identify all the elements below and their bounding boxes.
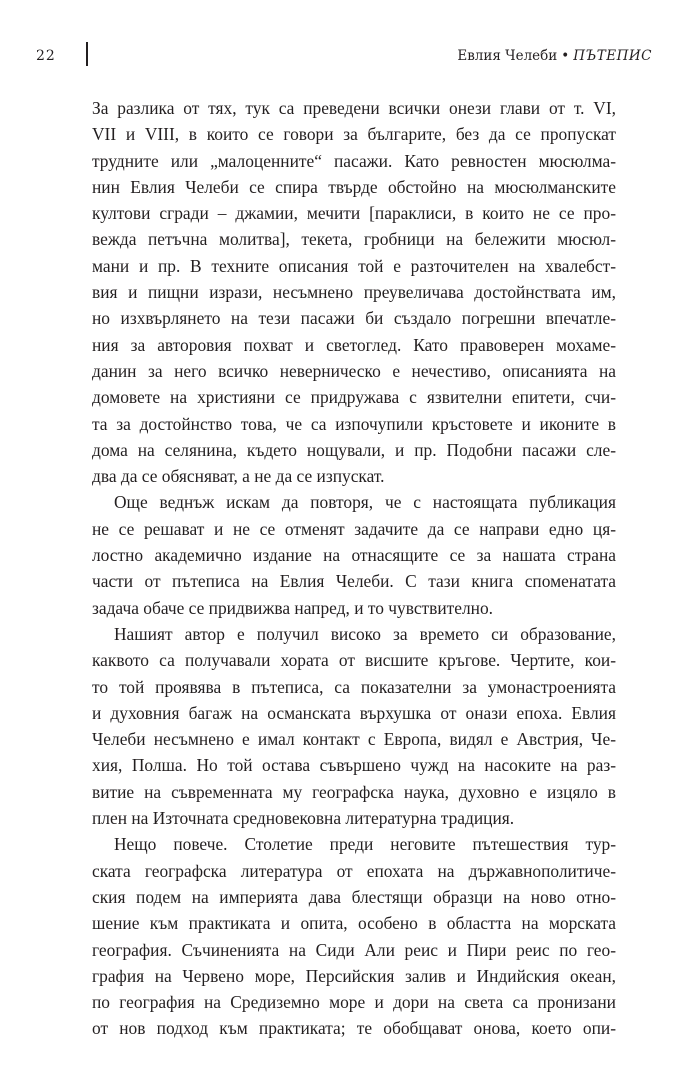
paragraph — [92, 621, 616, 831]
text-line: За разлика от тях, тук са преведени всички онези глави от т. VI, — [92, 98, 616, 118]
text-line: вия и пищни изрази, несъмнено преувеличава достойнствата им, — [92, 282, 616, 303]
text-line: и духовния багаж на османската върхушка от онази епоха. Евлия — [92, 702, 616, 723]
text-line: шение към практиката и опита, особено в областта на морската — [92, 913, 616, 934]
text-line: география. Съчиненията на Сиди Али реис и Пири реис по гео- — [92, 939, 616, 960]
text-line: култови сгради – джамии, мечити [параклиси, в които не се про- — [92, 203, 616, 224]
text-line: Челеби несъмнено е имал контакт с Европа, видял е Австрия, Че- — [92, 729, 616, 750]
text-line: домовете на християни се придружава с язвителни епитети, счи- — [92, 387, 616, 408]
text-line: ния за авторовия похват и светоглед. Като правоверен мохаме- — [92, 334, 616, 355]
bullet-separator: • — [561, 48, 570, 64]
text-line: то той проявява в пътеписа, са показателни за умонастроенията — [92, 676, 616, 697]
text-line: графия на Червено море, Персийския залив и Индийския океан, — [92, 965, 616, 986]
text-line: от нов подход към практиката; те обобщават онова, което опи- — [92, 1018, 616, 1039]
text-line: вежда петъчна молитва], текета, гробници на бележити мюсюл- — [92, 229, 616, 250]
text-line: витие на съвременната му географска наука, духовно е изцяло в — [92, 781, 616, 802]
text-line: хия, Полша. Но той остава съвършено чужд на насоките на раз- — [92, 755, 616, 776]
running-header — [0, 0, 700, 80]
text-line: Нашият автор е получил високо за времето си образование, — [114, 623, 616, 644]
text-line: но изхвърлянето на тези пасажи би създало погрешни впечатле- — [92, 308, 616, 329]
paragraph — [92, 489, 616, 620]
body-text — [92, 95, 616, 1042]
text-line: ския подем на империята дава блестящи образци на ново отно- — [92, 886, 616, 907]
text-line: два да се обясняват, а не да се изпускат. — [92, 466, 385, 487]
text-line: Още веднъж искам да повторя, че с настоящата публикация — [114, 492, 616, 513]
header-divider — [86, 42, 88, 66]
text-line: каквото са получавали хората от висшите кръгове. Чертите, кои- — [92, 650, 616, 671]
text-line: плен на Източната средновековна литературна традиция. — [92, 808, 515, 829]
text-line: VII и VIII, в които се говори за българите, без да се пропускат — [92, 124, 616, 145]
paragraph — [92, 831, 616, 1041]
text-line: трудните или „малоценните“ пасажи. Като ревностен мюсюлма- — [92, 150, 616, 171]
text-line: нин Евлия Челеби се спира твърде обстойно на мюсюлманските — [92, 176, 616, 197]
page-number: 22 — [36, 48, 56, 64]
text-line: части от пътеписа на Евлия Челеби. С тази книга споменатата — [92, 571, 616, 592]
text-line: данин за него всичко неверническо е нечестиво, описанията на — [92, 360, 616, 381]
running-head — [457, 46, 652, 66]
text-line: не се решават и не се отменят задачите да се направи едно ця- — [92, 518, 616, 539]
paragraph — [92, 95, 616, 489]
text-line: ската географска литература от епохата на държавнополитиче- — [92, 860, 616, 881]
text-line: мани и пр. В техните описания той е разточителен на хвалебст- — [92, 255, 616, 276]
author-name: Евлия Челеби — [457, 48, 558, 64]
text-line: Нещо повече. Столетие преди неговите пътешествия тур- — [114, 834, 616, 855]
text-line: дома на селянина, където нощували, и пр. Подобни пасажи сле- — [92, 439, 616, 460]
text-line: задача обаче се придвижва напред, и то чувствително. — [92, 597, 494, 618]
book-title: ПЪТЕПИС — [573, 48, 652, 64]
text-line: по география на Средиземно море и дори на света са пронизани — [92, 992, 616, 1013]
text-line: лостно академично издание на отнасящите се за нашата страна — [92, 545, 616, 566]
text-line: та за достойнство това, че са изпочупили кръстовете и иконите в — [92, 413, 616, 434]
